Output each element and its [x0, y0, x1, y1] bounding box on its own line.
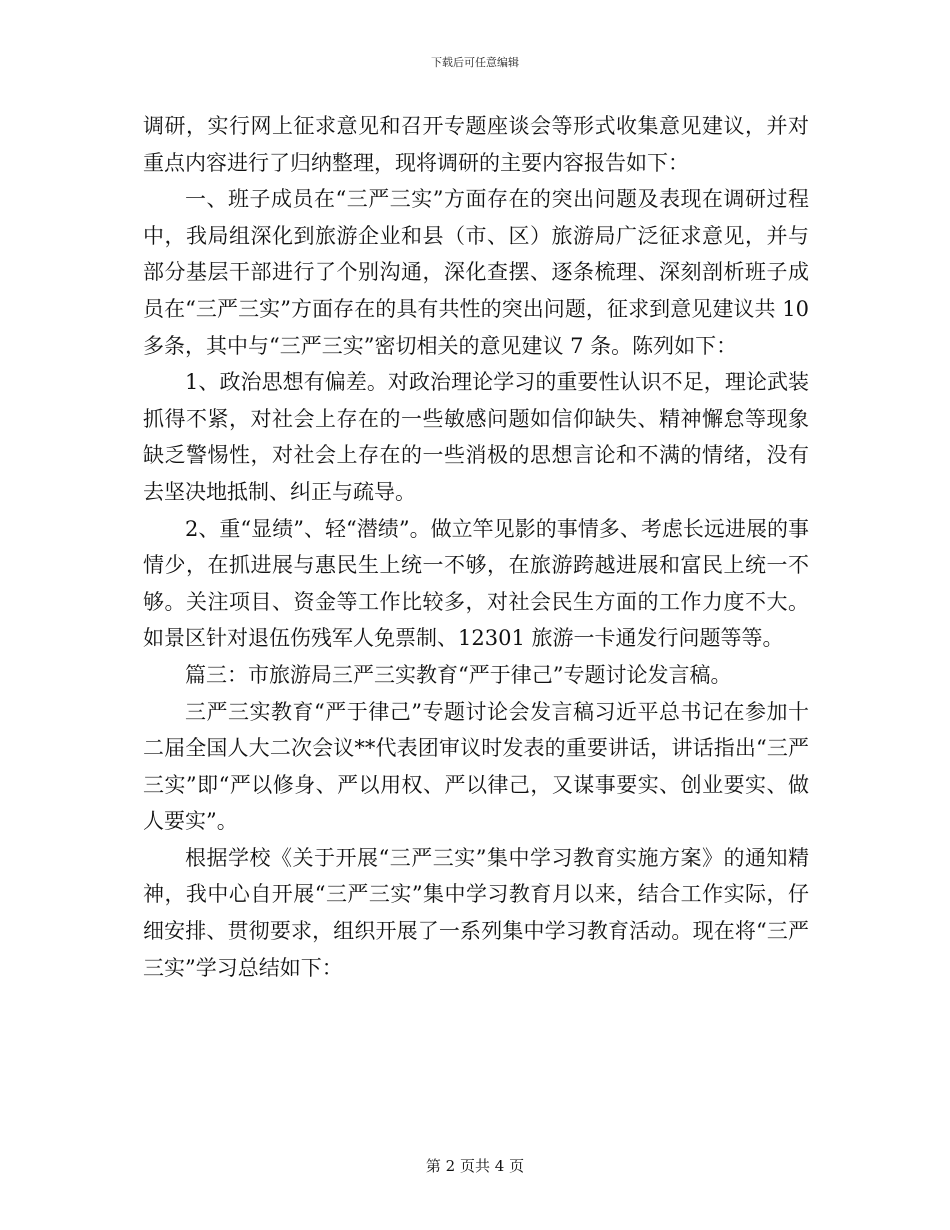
paragraph-3: 1、政治思想有偏差。对政治理论学习的重要性认识不足，理论武装抓得不紧，对社会上存在的一些敏感问题如信仰缺失、精神懈怠等现象缺乏警惕性，对社会上存在的一些消极的思想言论和不满的情绪，没有去坚决地抵制、纠正与疏导。 [143, 370, 809, 504]
paragraph-4: 2、重“显绩”、轻“潜绩”。做立竿见影的事情多、考虑长远进展的事情少，在抓进展与惠民生上统一不够，在旅游跨越进展和富民上统一不够。关注项目、资金等工作比较多，对社会民生方面的工作力度不大。如景区针对退伍伤残军人免票制、12301 旅游一卡通发行问题等等。 [143, 516, 809, 651]
paragraph-2: 一、班子成员在“三严三实”方面存在的突出问题及表现在调研过程中，我局组深化到旅游企业和县（市、区）旅游局广泛征求意见，并与部分基层干部进行了个别沟通，深化查摆、逐条梳理、深刻剖析班子成员在“三严三实”方面存在的具有共性的突出问题，征求到意见建议共 10 多条，其中与“三严三实”密切相关的意见建议 7 条。陈列如下： [143, 187, 809, 358]
paragraph-6: 三严三实教育“严于律己”专题讨论会发言稿习近平总书记在参加十二届全国人大二次会议**代表团审议时发表的重要讲话，讲话指出“三严三实”即“严以修身、严以用权、严以律己，又谋事要实、创业要实、做人要实”。 [143, 699, 809, 834]
page-number-footer: 第 2 页共 4 页 [425, 1157, 525, 1175]
document-body [143, 108, 809, 986]
paragraph-5: 篇三：市旅游局三严三实教育“严于律己”专题讨论发言稿。 [185, 662, 732, 687]
page-header: 下载后可任意编辑 [431, 56, 519, 69]
paragraph-7: 根据学校《关于开展“三严三实”集中学习教育实施方案》的通知精神，我中心自开展“三严三实”集中学习教育月以来，结合工作实际，仔细安排、贯彻要求，组织开展了一系列集中学习教育活动。现在将“三严三实”学习总结如下： [143, 845, 809, 980]
paragraph-1: 调研，实行网上征求意见和召开专题座谈会等形式收集意见建议，并对重点内容进行了归纳整理，现将调研的主要内容报告如下： [143, 114, 809, 175]
